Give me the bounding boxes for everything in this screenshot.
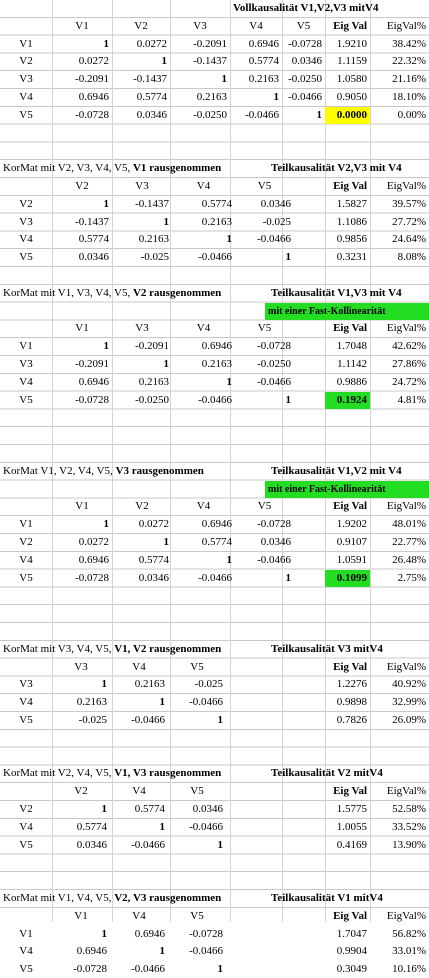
matrix-cell[interactable]: -0.0466: [198, 251, 232, 264]
matrix-cell[interactable]: -0.0250: [288, 73, 322, 86]
matrix-cell[interactable]: 0.0272: [78, 55, 109, 68]
row-label[interactable]: V5: [19, 963, 33, 976]
eig-label[interactable]: Eig Val: [333, 785, 367, 798]
col-label[interactable]: V5: [190, 909, 204, 922]
row-label[interactable]: V2: [19, 536, 33, 548]
section-right-title[interactable]: Teilkausalität V2 mitV4: [271, 767, 383, 780]
matrix-cell[interactable]: 1: [163, 215, 169, 228]
row-label[interactable]: V4: [19, 696, 33, 709]
matrix-cell[interactable]: 1: [159, 945, 165, 958]
matrix-cell[interactable]: -0.025: [78, 714, 107, 726]
pct-value[interactable]: 56.82%: [392, 927, 426, 940]
pct-value[interactable]: 48.01%: [392, 518, 426, 531]
row-label[interactable]: V4: [19, 945, 33, 958]
eig-value[interactable]: 0.7826: [336, 714, 367, 726]
pct-label[interactable]: EigVal%: [386, 19, 426, 32]
matrix-cell[interactable]: 1: [101, 927, 107, 940]
col-label[interactable]: V5: [257, 322, 272, 335]
col-label[interactable]: V2: [74, 785, 88, 798]
matrix-cell[interactable]: 0.2163: [138, 233, 169, 246]
matrix-cell[interactable]: 0.2163: [138, 375, 169, 388]
section-title[interactable]: [0, 160, 265, 177]
col-label[interactable]: V1: [74, 909, 88, 922]
col-label[interactable]: V5: [190, 785, 204, 798]
col-label[interactable]: V4: [132, 785, 146, 798]
section-title-bold: V2, V3 rausgenommen: [114, 892, 222, 904]
pct-value[interactable]: 33.01%: [392, 945, 426, 958]
matrix-cell[interactable]: 0.6946: [78, 91, 109, 103]
section-title-prefix: KorMat mit V2, V3, V4, V5,: [3, 162, 133, 175]
eig-value[interactable]: 1.9210: [336, 37, 367, 50]
eig-value[interactable]: 1.0055: [336, 820, 367, 833]
eig-label[interactable]: Eig Val: [333, 660, 367, 673]
matrix-cell[interactable]: 0.6946: [78, 375, 109, 388]
col-label[interactable]: V4: [132, 909, 146, 922]
pct-value[interactable]: 24.72%: [392, 375, 426, 388]
eig-value[interactable]: 0.9886: [336, 375, 367, 388]
matrix-cell[interactable]: 1: [226, 553, 232, 566]
row-label[interactable]: V4: [19, 820, 33, 833]
matrix-cell[interactable]: -0.0466: [257, 375, 291, 388]
col-label[interactable]: V4: [132, 660, 146, 673]
matrix-cell[interactable]: 0.0272: [138, 518, 169, 531]
section-right-title[interactable]: Teilkausalität V2,V3 mit V4: [271, 162, 402, 175]
matrix-cell[interactable]: 1: [285, 571, 291, 584]
matrix-cell[interactable]: -0.0466: [189, 696, 223, 709]
eig-value[interactable]: 1.2276: [336, 678, 367, 691]
matrix-cell[interactable]: 1: [103, 37, 109, 50]
matrix-cell[interactable]: -0.0466: [131, 838, 165, 851]
col-label[interactable]: V4: [196, 180, 211, 192]
eig-label[interactable]: Eig Val: [333, 180, 367, 192]
eig-value[interactable]: 1.0580: [336, 73, 367, 86]
matrix-cell[interactable]: -0.0466: [198, 393, 232, 406]
matrix-cell[interactable]: -0.025: [140, 251, 169, 264]
matrix-cell[interactable]: 0.6946: [248, 37, 279, 50]
pct-label[interactable]: EigVal%: [386, 180, 426, 192]
col-label[interactable]: V1: [75, 322, 89, 335]
matrix-cell[interactable]: -0.0250: [135, 393, 169, 406]
matrix-cell[interactable]: -0.0728: [257, 340, 291, 353]
matrix-cell[interactable]: 0.5774: [248, 55, 279, 68]
pct-value[interactable]: 27.86%: [392, 358, 426, 370]
matrix-cell[interactable]: 0.6946: [201, 518, 232, 531]
row-label[interactable]: V2: [19, 803, 33, 815]
eig-value[interactable]: 0.1099: [325, 570, 370, 587]
matrix-cell[interactable]: -0.025: [194, 678, 223, 691]
header-title[interactable]: Vollkausalität V1,V2,V3 mitV4: [233, 2, 379, 14]
pct-value[interactable]: 42.62%: [392, 340, 426, 353]
eig-value[interactable]: 0.9856: [336, 233, 367, 246]
matrix-cell[interactable]: -0.2091: [75, 73, 109, 86]
pct-value[interactable]: 21.16%: [392, 73, 426, 86]
eig-value[interactable]: 0.0000: [325, 107, 370, 124]
eig-value[interactable]: 1.1142: [337, 358, 367, 370]
row-label[interactable]: V1: [19, 518, 33, 531]
matrix-cell[interactable]: 1: [161, 55, 167, 68]
matrix-cell[interactable]: 1: [217, 838, 223, 851]
pct-value[interactable]: 27.72%: [392, 215, 426, 228]
matrix-cell[interactable]: 0.0346: [138, 571, 169, 584]
pct-value[interactable]: 8.08%: [397, 251, 426, 264]
eig-value[interactable]: 1.0591: [336, 553, 367, 566]
eig-value[interactable]: 1.5827: [336, 197, 367, 210]
section-title-bold: V1 rausgenommen: [132, 162, 222, 175]
matrix-cell[interactable]: 0.2163: [201, 215, 232, 228]
pct-label[interactable]: EigVal%: [386, 500, 426, 513]
matrix-cell[interactable]: 0.5774: [201, 536, 232, 548]
pct-label[interactable]: EigVal%: [386, 660, 426, 673]
matrix-cell[interactable]: -0.2091: [75, 358, 109, 370]
section-title-prefix: KorMat mit V1, V3, V4, V5,: [3, 286, 133, 299]
matrix-cell[interactable]: 1: [101, 803, 107, 815]
grid-column-line: [230, 0, 231, 922]
matrix-cell[interactable]: 1: [163, 536, 169, 548]
col-label[interactable]: V2: [134, 19, 148, 32]
matrix-cell[interactable]: -0.0250: [193, 108, 227, 121]
section-title[interactable]: [0, 641, 265, 658]
matrix-cell[interactable]: 0.5774: [76, 820, 107, 833]
matrix-cell[interactable]: 1: [273, 91, 279, 103]
section-title[interactable]: [0, 765, 265, 782]
matrix-cell[interactable]: -0.0728: [75, 108, 109, 121]
matrix-cell[interactable]: 0.5774: [134, 803, 165, 815]
col-label[interactable]: V5: [296, 19, 311, 32]
matrix-cell[interactable]: 0.2163: [196, 91, 227, 103]
col-label[interactable]: V4: [249, 19, 263, 32]
section-title-prefix: KorMat mit V2, V4, V5,: [3, 767, 115, 780]
matrix-cell[interactable]: 0.0346: [78, 251, 109, 264]
eig-value[interactable]: 1.5775: [336, 803, 367, 815]
row-label[interactable]: V3: [19, 215, 33, 228]
matrix-cell[interactable]: 0.0346: [260, 197, 291, 210]
pct-value[interactable]: 39.57%: [392, 197, 426, 210]
eig-label[interactable]: Eig Val: [333, 909, 367, 922]
section-title-prefix: KorMat V1, V2, V4, V5,: [3, 464, 116, 477]
pct-value[interactable]: 32.99%: [392, 696, 426, 709]
matrix-cell[interactable]: -0.2091: [193, 37, 227, 50]
matrix-cell[interactable]: 1: [103, 518, 109, 531]
row-label[interactable]: V2: [19, 55, 33, 68]
matrix-cell[interactable]: 1: [101, 678, 107, 691]
matrix-cell[interactable]: 1: [226, 233, 232, 246]
matrix-cell[interactable]: 1: [226, 375, 232, 388]
matrix-cell[interactable]: 0.0346: [192, 803, 223, 815]
section-title-bold: V1, V3 rausgenommen: [114, 767, 222, 780]
row-label[interactable]: V1: [19, 37, 33, 50]
eig-value[interactable]: 1.7048: [336, 340, 367, 353]
col-label[interactable]: V1: [75, 19, 89, 32]
eig-value[interactable]: 1.1159: [337, 55, 367, 68]
section-title-bold: V2 rausgenommen: [132, 286, 222, 299]
matrix-cell[interactable]: 1: [221, 73, 227, 86]
matrix-cell[interactable]: 1: [163, 358, 169, 370]
matrix-cell[interactable]: 0.0272: [78, 536, 109, 548]
eig-label[interactable]: Eig Val: [333, 322, 367, 335]
eig-value[interactable]: 0.4169: [336, 838, 367, 851]
row-label[interactable]: V3: [19, 73, 33, 86]
pct-value[interactable]: 38.42%: [392, 37, 426, 50]
row-label[interactable]: V4: [19, 91, 33, 103]
row-label[interactable]: V3: [19, 678, 33, 691]
row-label[interactable]: V5: [19, 571, 33, 584]
matrix-cell[interactable]: -0.0250: [257, 358, 291, 370]
col-label[interactable]: V5: [190, 660, 204, 673]
matrix-cell[interactable]: -0.0466: [189, 820, 223, 833]
pct-value[interactable]: 13.90%: [392, 838, 426, 851]
matrix-cell[interactable]: 1: [217, 714, 223, 726]
eig-value[interactable]: 0.9904: [336, 945, 367, 958]
col-label[interactable]: V3: [74, 660, 88, 673]
row-label[interactable]: V4: [19, 233, 33, 246]
pct-value[interactable]: 10.16%: [392, 963, 426, 976]
pct-value[interactable]: 26.09%: [392, 714, 426, 726]
matrix-cell[interactable]: -0.0466: [257, 553, 291, 566]
eig-value[interactable]: 1.1086: [336, 215, 367, 228]
matrix-cell[interactable]: 0.0346: [260, 536, 291, 548]
matrix-cell[interactable]: -0.1437: [193, 55, 227, 68]
eig-value[interactable]: 0.3231: [336, 251, 367, 264]
matrix-cell[interactable]: -0.0466: [257, 233, 291, 246]
pct-value[interactable]: 0.00%: [397, 108, 426, 121]
row-label[interactable]: V2: [19, 197, 33, 210]
eig-value[interactable]: 0.9107: [336, 536, 367, 548]
matrix-cell[interactable]: -0.0466: [245, 108, 279, 121]
matrix-cell[interactable]: 1: [103, 197, 109, 210]
eig-value[interactable]: 0.1924: [325, 392, 370, 409]
row-label[interactable]: V1: [19, 340, 33, 353]
col-label[interactable]: V1: [75, 500, 89, 513]
pct-value[interactable]: 22.32%: [392, 55, 426, 68]
grid-column-line: [282, 0, 283, 922]
pct-value[interactable]: 26.48%: [392, 553, 426, 566]
section-right-title[interactable]: Teilkausalität V1 mitV4: [271, 892, 383, 904]
matrix-cell[interactable]: 0.6946: [134, 927, 165, 940]
row-label[interactable]: V5: [19, 393, 33, 406]
pct-label[interactable]: EigVal%: [386, 785, 426, 798]
section-title-bold: V3 rausgenommen: [115, 464, 204, 477]
matrix-cell[interactable]: 0.6946: [201, 340, 232, 353]
matrix-cell[interactable]: -0.2091: [135, 340, 169, 353]
pct-value[interactable]: 24.64%: [392, 233, 426, 246]
matrix-cell[interactable]: 0.5774: [201, 197, 232, 210]
matrix-cell[interactable]: -0.0466: [131, 714, 165, 726]
row-label[interactable]: V5: [19, 838, 33, 851]
matrix-cell[interactable]: -0.0728: [189, 927, 223, 940]
matrix-cell[interactable]: -0.025: [262, 215, 291, 228]
matrix-cell[interactable]: 0.2163: [134, 678, 165, 691]
matrix-cell[interactable]: 0.5774: [136, 91, 167, 103]
eig-label[interactable]: Eig Val: [333, 19, 367, 32]
matrix-cell[interactable]: 0.6946: [76, 945, 107, 958]
col-label[interactable]: V3: [193, 19, 207, 32]
eig-value[interactable]: 0.3049: [336, 963, 367, 976]
matrix-cell[interactable]: -0.0466: [288, 91, 322, 103]
section-right-title[interactable]: Teilkausalität V1,V3 mit V4: [271, 286, 402, 299]
matrix-cell[interactable]: 1: [285, 251, 291, 264]
matrix-cell[interactable]: -0.1437: [133, 73, 167, 86]
matrix-cell[interactable]: 0.2163: [76, 696, 107, 709]
matrix-cell[interactable]: 0.2163: [201, 358, 232, 370]
section-title-prefix: KorMat mit V1, V4, V5,: [3, 892, 115, 904]
section-title-prefix: KorMat mit V3, V4, V5,: [3, 642, 115, 655]
row-label[interactable]: V1: [19, 927, 33, 940]
matrix-cell[interactable]: -0.1437: [75, 215, 109, 228]
matrix-cell[interactable]: 0.5774: [138, 553, 169, 566]
col-label[interactable]: V3: [135, 322, 149, 335]
section-right-title[interactable]: Teilkausalität V1,V2 mit V4: [271, 464, 402, 477]
eig-value[interactable]: 1.9202: [336, 518, 367, 531]
matrix-cell[interactable]: 1: [285, 393, 291, 406]
pct-label[interactable]: EigVal%: [386, 909, 426, 922]
pct-value[interactable]: 52.58%: [392, 803, 426, 815]
matrix-cell[interactable]: 1: [103, 340, 109, 353]
matrix-cell[interactable]: -0.0728: [288, 37, 322, 50]
pct-value[interactable]: 2.75%: [397, 571, 426, 584]
matrix-cell[interactable]: 1: [159, 696, 165, 709]
col-label[interactable]: V4: [196, 500, 211, 513]
section-title[interactable]: [0, 890, 265, 907]
matrix-cell[interactable]: 0.0346: [136, 108, 167, 121]
col-label[interactable]: V2: [75, 180, 89, 192]
matrix-cell[interactable]: 1: [159, 820, 165, 833]
matrix-cell[interactable]: -0.0728: [75, 393, 109, 406]
row-label[interactable]: V4: [19, 375, 33, 388]
pct-value[interactable]: 18.10%: [392, 91, 426, 103]
row-label[interactable]: V5: [19, 714, 33, 726]
eig-value[interactable]: 0.9050: [336, 91, 367, 103]
matrix-cell[interactable]: -0.0466: [189, 945, 223, 958]
eig-label[interactable]: Eig Val: [333, 500, 367, 513]
eig-value[interactable]: 0.9898: [336, 696, 367, 709]
pct-value[interactable]: 40.92%: [392, 678, 426, 691]
matrix-cell[interactable]: 0.5774: [78, 233, 109, 246]
matrix-cell[interactable]: 0.0346: [291, 55, 322, 68]
col-label[interactable]: V5: [257, 500, 272, 513]
row-label[interactable]: V4: [19, 553, 33, 566]
matrix-cell[interactable]: 0.2163: [248, 73, 279, 86]
pct-value[interactable]: 4.81%: [397, 393, 426, 406]
row-label[interactable]: V5: [19, 108, 33, 121]
section-subtitle[interactable]: mit einer Fast-Kollinearität: [265, 481, 429, 498]
pct-value[interactable]: 22.77%: [392, 536, 426, 548]
section-right-title[interactable]: Teilkausalität V3 mitV4: [271, 642, 383, 655]
matrix-cell[interactable]: 0.0272: [136, 37, 167, 50]
matrix-cell[interactable]: -0.1437: [135, 197, 169, 210]
col-label[interactable]: V3: [135, 180, 149, 192]
matrix-cell[interactable]: 1: [217, 963, 223, 976]
col-label[interactable]: V5: [257, 180, 272, 192]
matrix-cell[interactable]: 1: [316, 108, 322, 121]
section-title-bold: V1, V2 rausgenommen: [114, 642, 222, 655]
row-label[interactable]: V5: [19, 251, 33, 264]
matrix-cell[interactable]: -0.0466: [131, 963, 165, 976]
pct-label[interactable]: EigVal%: [386, 322, 426, 335]
matrix-cell[interactable]: -0.0728: [73, 963, 107, 976]
eig-value[interactable]: 1.7047: [336, 927, 367, 940]
matrix-cell[interactable]: -0.0728: [257, 518, 291, 531]
section-title[interactable]: [0, 285, 265, 302]
matrix-cell[interactable]: -0.0728: [75, 571, 109, 584]
matrix-cell[interactable]: 0.6946: [78, 553, 109, 566]
pct-value[interactable]: 33.52%: [392, 820, 426, 833]
col-label[interactable]: V4: [196, 322, 211, 335]
section-subtitle[interactable]: mit einer Fast-Kollinearität: [265, 303, 429, 320]
col-label[interactable]: V2: [135, 500, 149, 513]
matrix-cell[interactable]: -0.0466: [198, 571, 232, 584]
matrix-cell[interactable]: 0.0346: [76, 838, 107, 851]
row-label[interactable]: V3: [19, 358, 33, 370]
section-title[interactable]: [0, 463, 265, 480]
